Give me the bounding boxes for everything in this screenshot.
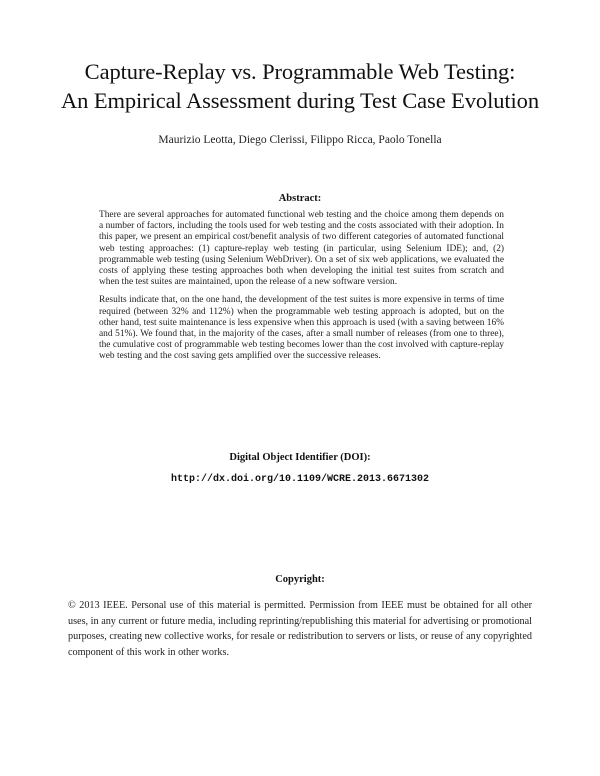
copyright-notice	[68, 598, 532, 660]
copyright-heading: Copyright:	[275, 574, 325, 585]
copyright-text: © 2013 IEEE. Personal use of this material is permitted. Permission from IEEE must be obtained for all other uses, in any current or future media, including reprinting/republishing this material for advertising or promotional purposes, creating new collective works, for resale or redistribution to servers or lists, or reuse of any copyrighted component of this work in other works.	[68, 600, 532, 658]
paper-authors: Maurizio Leotta, Diego Clerissi, Filippo Ricca, Paolo Tonella	[158, 134, 442, 146]
abstract-paragraph-2: Results indicate that, on the one hand, the development of the test suites is more expensive in terms of time required (between 32% and 112%) when the programmable web testing approach is adopted, but on the other hand, test suite maintenance is less expensive when this approach is used (with a saving between 16% and 51%). We found that, in the majority of the cases, after a small number of releases (from one to three), the cumulative cost of programmable web testing becomes lower than the cost involved with capture-replay web testing and the cost saving gets amplified over the successive releases.	[99, 295, 504, 362]
abstract-heading: Abstract:	[278, 193, 322, 204]
doi-heading: Digital Object Identifier (DOI):	[229, 452, 371, 463]
abstract-body	[99, 210, 504, 370]
paper-title-line-1: Capture-Replay vs. Programmable Web Testing:	[84, 59, 516, 84]
doi-link[interactable]: http://dx.doi.org/10.1109/WCRE.2013.6671302	[170, 474, 430, 485]
paper-title-line-2: An Empirical Assessment during Test Case Evolution	[61, 88, 539, 113]
paper-title	[40, 57, 560, 115]
abstract-paragraph-1: There are several approaches for automated functional web testing and the choice among them depends on a number of factors, including the tools used for web testing and the costs associated with their adoption. In this paper, we present an empirical cost/benefit analysis of two different categories of automated functional web testing approaches: (1) capture-replay web testing (in particular, using Selenium IDE); and, (2) programmable web testing (using Selenium WebDriver). On a set of six web applications, we evaluated the costs of applying these testing approaches both when developing the initial test suites from scratch and when the test suites are maintained, upon the release of a new software version.	[99, 210, 504, 288]
